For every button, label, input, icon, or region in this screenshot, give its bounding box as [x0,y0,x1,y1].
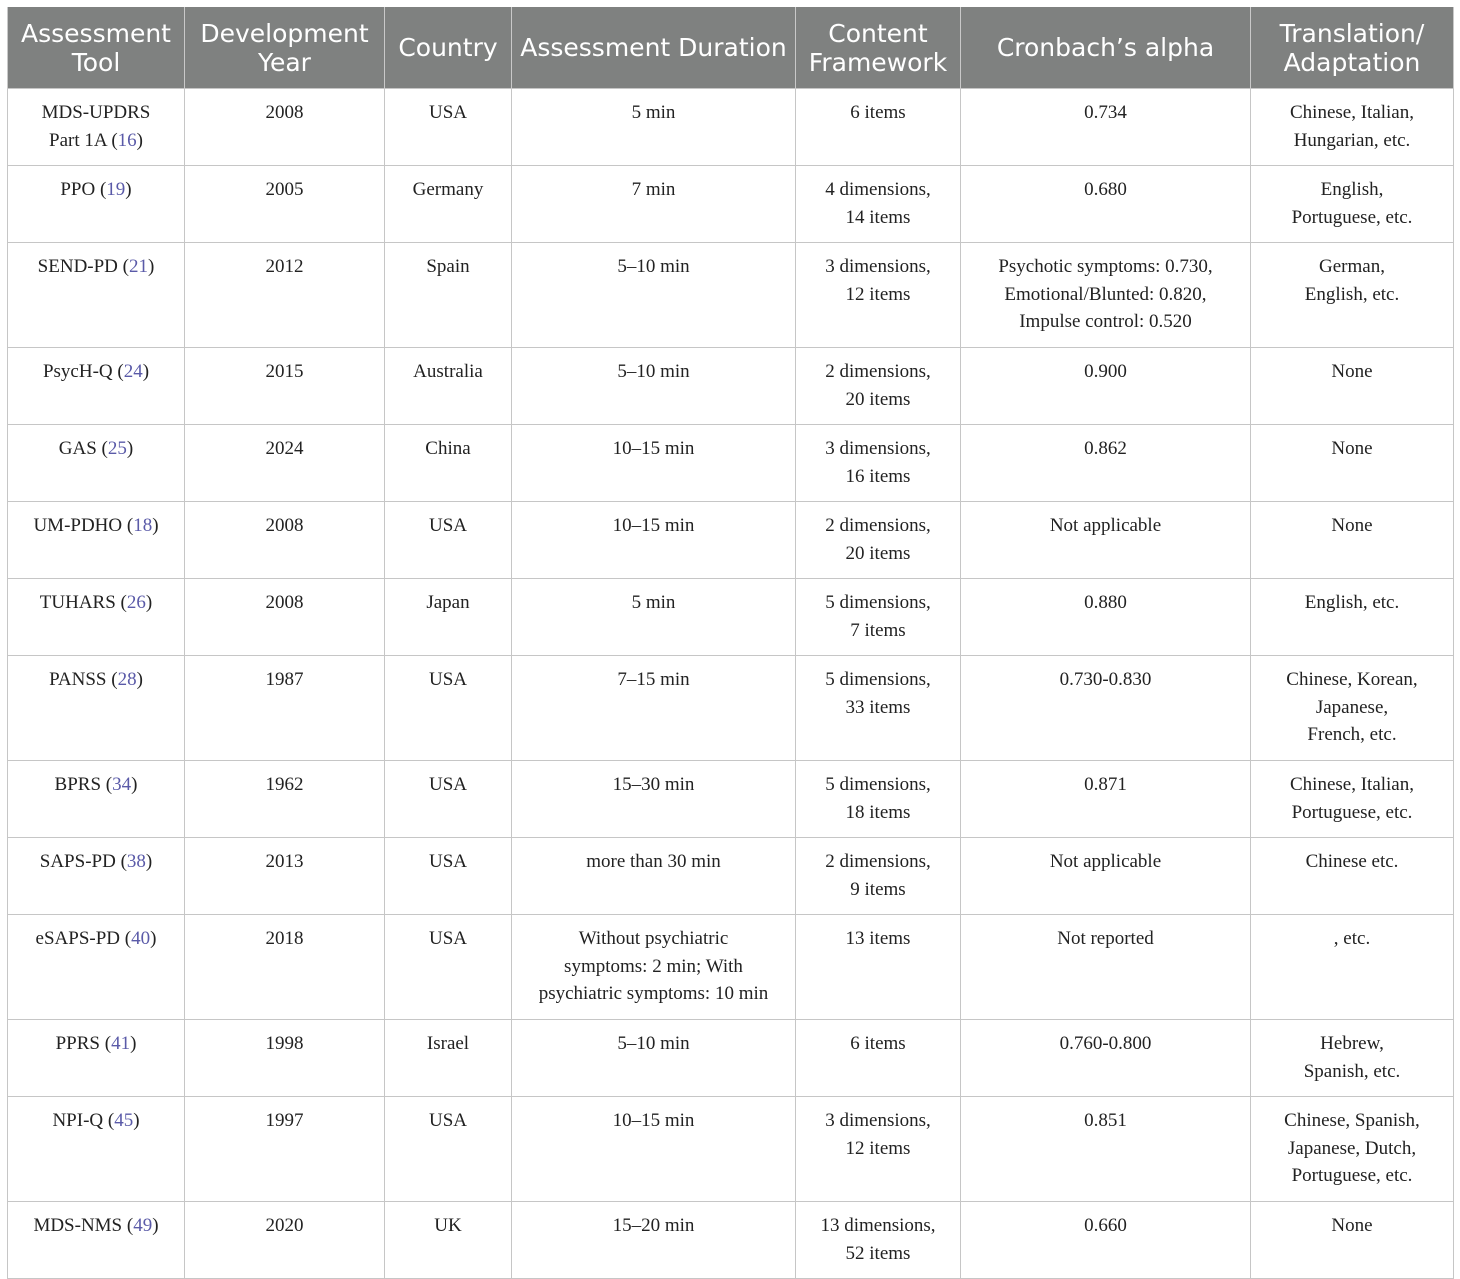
cell-text-line: 5–10 min [617,361,690,382]
header-label-line: Assessment [21,18,171,48]
cell-assessment-tool [8,915,185,1020]
header-country [385,7,512,89]
tool-name-line: eSAPS-PD (40) [35,928,157,949]
table-row [8,761,1454,838]
cell-text-line: Without psychiatric [578,928,729,949]
cell-cronbachs-alpha [961,761,1251,838]
tool-name: Part 1A [49,129,107,151]
tool-name: UM-PDHO [33,515,123,536]
table-row [8,1020,1454,1097]
header-label-line: Content [828,18,928,48]
cell-translation-adaptation [1251,1020,1454,1097]
header-label-line: Framework [808,47,948,77]
cell-translation-adaptation [1251,1097,1454,1202]
cell-assessment-duration [512,425,796,502]
cell-text-line: 14 items [845,206,911,228]
cell-text-line: 5–10 min [617,256,690,277]
cell-assessment-tool [8,761,185,838]
table-row [8,425,1454,502]
cell-cronbachs-alpha [961,348,1251,425]
cell-translation-adaptation [1251,838,1454,915]
cell-cronbachs-alpha [961,656,1251,761]
tool-name-line: PPRS (41) [55,1033,137,1054]
cell-translation-adaptation [1251,915,1454,1020]
tool-name: PANSS [49,669,107,690]
cell-cronbachs-alpha [961,579,1251,656]
cell-assessment-duration [512,1097,796,1202]
cell-text-line: 12 items [845,1137,911,1159]
cell-text-line: 0.734 [1084,102,1127,123]
header-development-year [185,7,385,89]
citation-link[interactable]: 38 [126,851,146,872]
cell-assessment-tool [8,502,185,579]
cell-text-line: Portuguese, etc. [1291,1165,1413,1186]
table-row [8,838,1454,915]
table-row [8,1202,1454,1279]
cell-text-line: 10–15 min [612,1110,695,1131]
citation-link[interactable]: 41 [111,1033,131,1054]
cell-content-framework [796,761,961,838]
cell-assessment-duration [512,1202,796,1279]
cell-text-line: Emotional/Blunted: 0.820, [1004,283,1207,305]
cell-translation-adaptation [1251,1202,1454,1279]
cell-content-framework [796,656,961,761]
cell-text-line: 15–20 min [612,1215,695,1236]
cell-country: Israel [385,1020,512,1097]
cell-cronbachs-alpha [961,166,1251,243]
cell-content-framework [796,915,961,1020]
citation-link[interactable]: 40 [131,928,151,949]
cell-assessment-duration [512,656,796,761]
cell-development-year: 2018 [185,915,385,1020]
cell-text-line: 5–10 min [617,1033,690,1054]
cell-translation-adaptation [1251,166,1454,243]
cell-text-line: 9 items [850,878,906,900]
cell-text-line: 0.871 [1084,774,1127,795]
header-label-line: Adaptation [1283,47,1421,77]
table-row [8,1097,1454,1202]
cell-text-line: None [1331,438,1373,459]
tool-name: NPI-Q [52,1110,104,1131]
cell-text-line: 33 items [845,696,911,718]
cell-assessment-duration [512,761,796,838]
header-cronbachs-alpha [961,7,1251,89]
cell-assessment-duration [512,915,796,1020]
cell-assessment-duration [512,89,796,166]
cell-country: USA [385,761,512,838]
cell-assessment-duration [512,838,796,915]
table-row [8,656,1454,761]
header-label-line: Country [398,33,498,62]
cell-text-line: French, etc. [1307,724,1397,745]
cell-text-line: , etc. [1333,928,1371,949]
cell-cronbachs-alpha [961,425,1251,502]
cell-translation-adaptation [1251,425,1454,502]
cell-country: China [385,425,512,502]
cell-assessment-tool [8,348,185,425]
table-row [8,89,1454,166]
tool-name-line: UM-PDHO (18) [33,515,159,536]
cell-content-framework [796,838,961,915]
cell-assessment-duration [512,166,796,243]
cell-assessment-tool [8,656,185,761]
cell-assessment-duration [512,502,796,579]
cell-translation-adaptation [1251,348,1454,425]
cell-cronbachs-alpha [961,89,1251,166]
cell-text-line: 52 items [845,1242,911,1264]
cell-text-line: 10–15 min [612,438,695,459]
cell-development-year: 2013 [185,838,385,915]
cell-content-framework [796,1097,961,1202]
cell-text-line: Hebrew, [1320,1033,1384,1054]
cell-country: Australia [385,348,512,425]
cell-development-year: 2005 [185,166,385,243]
cell-translation-adaptation [1251,89,1454,166]
cell-country: UK [385,1202,512,1279]
cell-text-line: Chinese, Italian, [1290,102,1414,123]
cell-text-line: Not applicable [1049,851,1162,872]
cell-text-line: None [1331,361,1373,382]
citation-link[interactable]: 16 [117,129,137,151]
cell-country: Germany [385,166,512,243]
citation-link[interactable]: 26 [126,592,146,613]
cell-translation-adaptation [1251,761,1454,838]
cell-text-line: English, [1320,179,1384,200]
cell-text-line: English, etc. [1304,283,1400,305]
tool-name-line: BPRS (34) [54,774,138,795]
cell-text-line: Impulse control: 0.520 [1019,311,1192,332]
cell-text-line: 13 items [845,928,911,949]
cell-assessment-duration [512,579,796,656]
cell-content-framework [796,243,961,348]
cell-text-line: Spanish, etc. [1303,1060,1401,1082]
header-label-line: Year [258,47,311,77]
tool-name-line: PsycH-Q (24) [42,361,150,382]
cell-country: USA [385,838,512,915]
citation-link[interactable]: 18 [133,515,153,536]
cell-country: Spain [385,243,512,348]
cell-development-year: 2008 [185,579,385,656]
cell-text-line: German, [1319,256,1385,277]
cell-development-year: 2024 [185,425,385,502]
tool-name: TUHARS [39,592,116,613]
cell-development-year: 2020 [185,1202,385,1279]
cell-text-line: None [1331,515,1373,536]
cell-development-year: 2012 [185,243,385,348]
cell-text-line: symptoms: 2 min; With [564,955,743,977]
cell-cronbachs-alpha [961,1020,1251,1097]
assessment-tools-table [7,7,1454,1279]
cell-text-line: 2 dimensions, [825,361,931,382]
cell-text-line: 0.680 [1084,179,1127,200]
cell-assessment-tool [8,1097,185,1202]
tool-name: eSAPS-PD [35,928,121,949]
cell-translation-adaptation [1251,502,1454,579]
citation-link[interactable]: 19 [106,179,126,200]
cell-text-line: 3 dimensions, [825,1110,931,1131]
cell-development-year: 1987 [185,656,385,761]
cell-text-line: 0.862 [1084,438,1127,459]
cell-assessment-duration [512,348,796,425]
citation-link[interactable]: 25 [107,438,127,459]
header-label-line: Assessment Duration [520,33,787,62]
header-translation-adaptation [1251,7,1454,89]
table-row [8,348,1454,425]
table-row [8,166,1454,243]
cell-text-line: 18 items [845,801,911,823]
cell-text-line: 0.900 [1084,361,1127,382]
cell-text-line: 2 dimensions, [825,515,931,536]
cell-text-line: 0.851 [1084,1110,1127,1131]
cell-assessment-tool [8,1020,185,1097]
cell-content-framework [796,579,961,656]
cell-development-year: 1962 [185,761,385,838]
cell-assessment-tool [8,1202,185,1279]
cell-country: USA [385,656,512,761]
cell-text-line: Hungarian, etc. [1293,129,1411,151]
cell-text-line: 12 items [845,283,911,305]
header-label-line: Development [200,18,369,48]
tool-name-line: PANSS (28) [49,669,143,690]
tool-name: GAS [58,438,97,459]
header-content-framework [796,7,961,89]
cell-text-line: 5 dimensions, [825,592,931,613]
citation-link[interactable]: 21 [128,256,148,277]
cell-text-line: 5 dimensions, [825,774,931,795]
tool-name: SAPS-PD [39,851,116,872]
cell-text-line: 7 min [631,179,676,200]
cell-translation-adaptation [1251,243,1454,348]
cell-text-line: 20 items [845,542,911,564]
cell-text-line: 5 dimensions, [825,669,931,690]
cell-text-line: 0.660 [1084,1215,1127,1236]
header-assessment-duration [512,7,796,89]
cell-text-line: 6 items [850,1033,906,1054]
cell-country: USA [385,915,512,1020]
cell-assessment-duration [512,1020,796,1097]
cell-text-line: English, etc. [1304,592,1400,613]
cell-assessment-tool [8,166,185,243]
cell-development-year: 2008 [185,89,385,166]
cell-development-year: 2008 [185,502,385,579]
cell-country: USA [385,89,512,166]
cell-text-line: 15–30 min [612,774,695,795]
table-body [8,89,1454,1279]
cell-text-line: 10–15 min [612,515,695,536]
tool-name: BPRS [54,774,102,795]
cell-text-line: 13 dimensions, [820,1215,936,1236]
citation-link[interactable]: 28 [117,669,137,690]
tool-name-line: NPI-Q (45) [52,1110,140,1131]
tool-name-line: Part 1A (16) [49,129,143,151]
tool-name-line [14,99,178,127]
tool-name-line: MDS-NMS (49) [33,1215,159,1236]
cell-text-line: Not reported [1057,928,1154,949]
cell-content-framework [796,89,961,166]
citation-link[interactable]: 34 [112,774,132,795]
cell-content-framework [796,166,961,243]
tool-name-line: SAPS-PD (38) [39,851,153,872]
cell-text-line: 3 dimensions, [825,438,931,459]
cell-content-framework [796,1202,961,1279]
cell-assessment-tool [8,838,185,915]
header-label-line: Cronbach’s alpha [996,33,1215,62]
table-row [8,243,1454,348]
citation-link[interactable]: 49 [133,1215,153,1236]
cell-text-line: 0.730-0.830 [1059,669,1152,690]
cell-cronbachs-alpha [961,243,1251,348]
tool-name-line: TUHARS (26) [39,592,153,613]
cell-translation-adaptation [1251,656,1454,761]
cell-text-line: Not applicable [1049,515,1162,536]
tool-name: PsycH-Q [42,361,113,382]
cell-text-line: Japanese, Dutch, [1287,1137,1417,1159]
tool-name-line: SEND-PD (21) [37,256,155,277]
cell-text-line: Chinese, Italian, [1290,774,1414,795]
cell-text-line: Psychotic symptoms: 0.730, [998,256,1213,277]
cell-content-framework [796,502,961,579]
cell-development-year: 1998 [185,1020,385,1097]
cell-text-line: None [1331,1215,1373,1236]
table-header-row [8,7,1454,89]
header-label-line: Translation/ [1279,18,1425,48]
cell-country: USA [385,1097,512,1202]
cell-development-year: 1997 [185,1097,385,1202]
tool-name: PPO [60,179,96,200]
cell-text-line: 7 items [850,619,906,641]
cell-assessment-tool [8,425,185,502]
cell-text-line: 5 min [631,592,676,613]
cell-text-line: 7–15 min [617,669,690,690]
cell-text-line: 0.760-0.800 [1059,1033,1152,1054]
cell-text-line: more than 30 min [586,851,721,872]
cell-country: Japan [385,579,512,656]
cell-text-line: Japanese, [1315,696,1389,718]
cell-cronbachs-alpha [961,1202,1251,1279]
tool-name-line: PPO (19) [60,179,132,200]
cell-content-framework [796,425,961,502]
cell-text-line: 0.880 [1084,592,1127,613]
cell-assessment-tool [8,243,185,348]
cell-text-line: 2 dimensions, [825,851,931,872]
cell-text-line: 4 dimensions, [825,179,931,200]
cell-text-line: 20 items [845,388,911,410]
cell-assessment-tool [8,89,185,166]
cell-assessment-duration [512,243,796,348]
header-assessment-tool [8,7,185,89]
cell-text-line: 3 dimensions, [825,256,931,277]
cell-text-line: psychiatric symptoms: 10 min [538,983,769,1004]
cell-content-framework [796,348,961,425]
cell-cronbachs-alpha [961,1097,1251,1202]
cell-assessment-tool [8,579,185,656]
table-row [8,579,1454,656]
cell-text-line: Chinese, Korean, [1286,669,1418,690]
cell-cronbachs-alpha [961,502,1251,579]
tool-name: PPRS [55,1033,100,1054]
cell-text-line: Chinese etc. [1305,851,1399,872]
tool-name: SEND-PD [37,256,118,277]
cell-text-line: 5 min [631,102,676,123]
cell-translation-adaptation [1251,579,1454,656]
tool-name: MDS-NMS [33,1215,123,1236]
cell-text-line: Chinese, Spanish, [1284,1110,1420,1131]
header-label-line: Tool [71,47,121,77]
citation-link[interactable]: 45 [114,1110,134,1131]
cell-text-line: 6 items [850,102,906,123]
citation-link[interactable]: 24 [123,361,143,382]
cell-cronbachs-alpha [961,838,1251,915]
table-row [8,915,1454,1020]
cell-country: USA [385,502,512,579]
cell-text-line: Portuguese, etc. [1291,206,1413,228]
cell-text-line: Portuguese, etc. [1291,801,1413,823]
tool-name-line: GAS (25) [58,438,134,459]
cell-cronbachs-alpha [961,915,1251,1020]
table-row [8,502,1454,579]
cell-content-framework [796,1020,961,1097]
cell-text-line: 16 items [845,465,911,487]
cell-development-year: 2015 [185,348,385,425]
tool-name: MDS-UPDRS [41,102,151,123]
